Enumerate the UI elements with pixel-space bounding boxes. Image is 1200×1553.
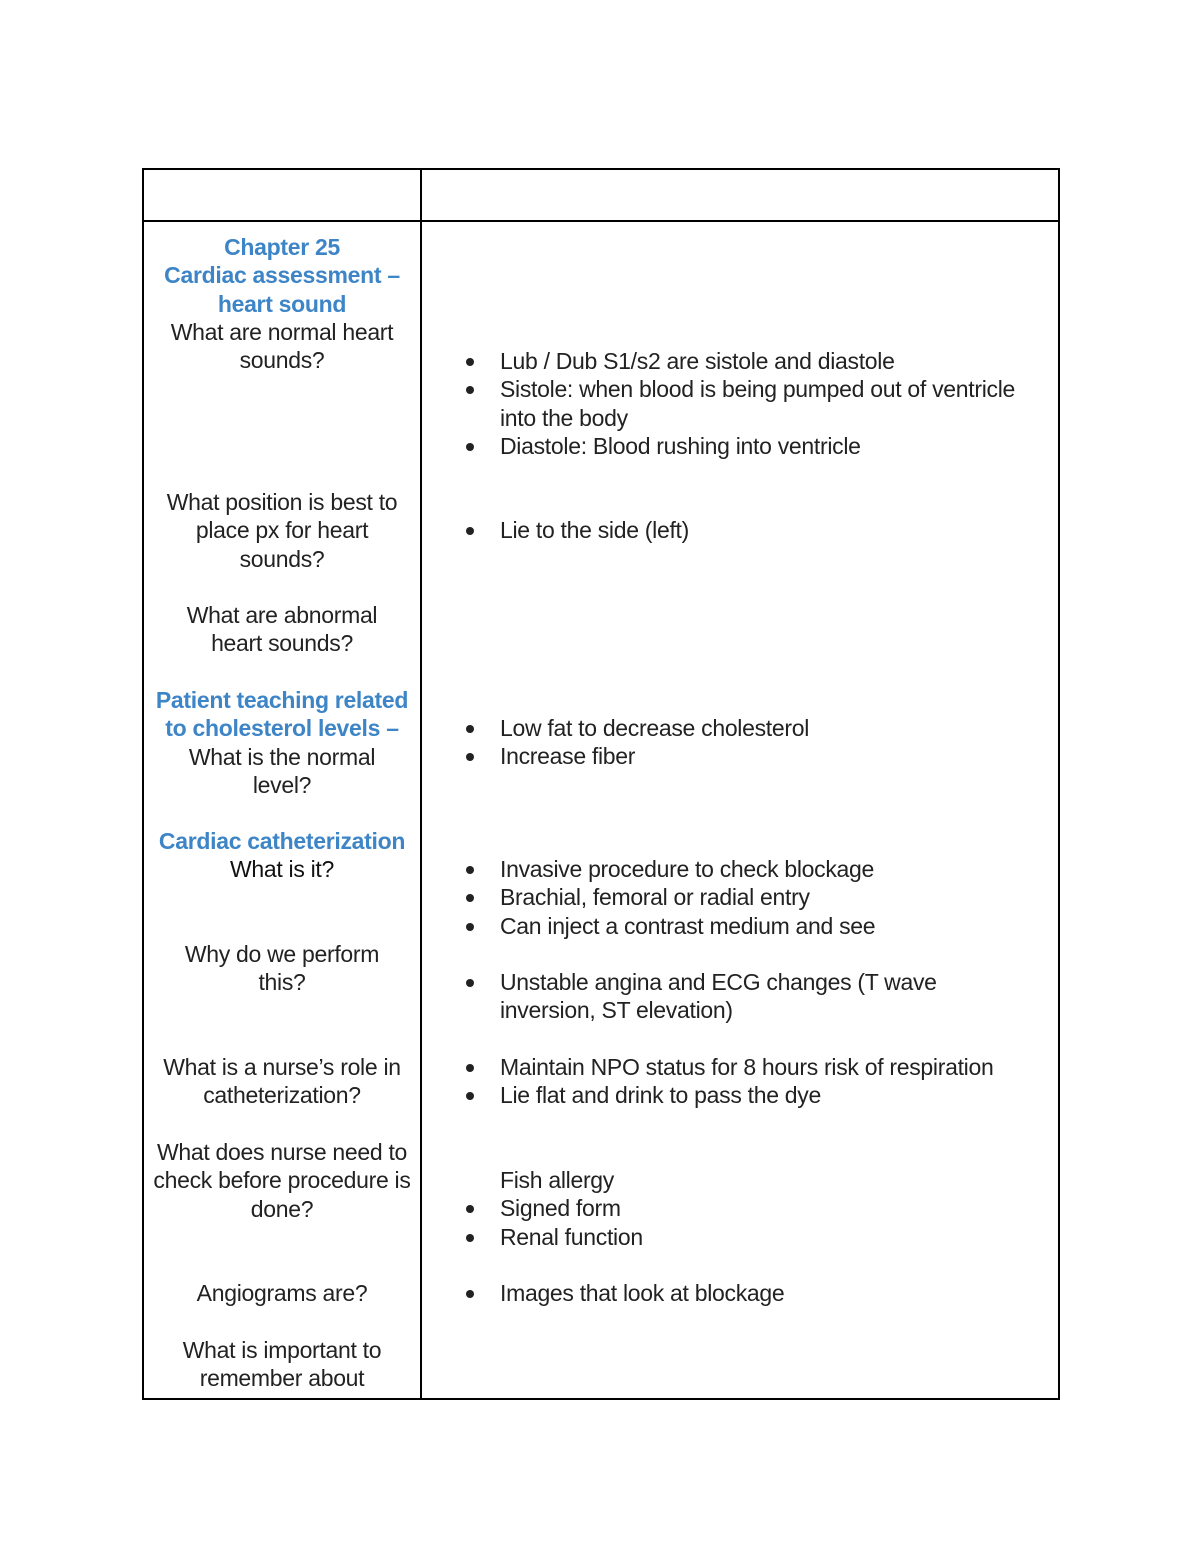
section-cardiac-assessment bbox=[144, 233, 420, 374]
list-item: Signed form bbox=[464, 1194, 1024, 1222]
list-item: Maintain NPO status for 8 hours risk of respiration bbox=[464, 1053, 1024, 1081]
header-divider bbox=[144, 220, 1058, 222]
question-position: What position is best to place px for heart sounds? bbox=[166, 489, 398, 572]
notes-table bbox=[142, 168, 1060, 1400]
list-item: Increase fiber bbox=[464, 742, 1024, 770]
list-item: Brachial, femoral or radial entry bbox=[464, 883, 1024, 911]
column-divider bbox=[420, 170, 422, 1398]
answer-list-check-before bbox=[464, 1166, 1024, 1251]
answer-list-normal-sounds bbox=[464, 347, 1024, 460]
answer-list-position bbox=[464, 516, 1024, 544]
list-item: Low fat to decrease cholesterol bbox=[464, 714, 1024, 742]
list-item: Lie flat and drink to pass the dye bbox=[464, 1081, 1024, 1109]
list-item: Lie to the side (left) bbox=[464, 516, 1024, 544]
section-catheterization bbox=[144, 827, 420, 884]
answer-list-what-is-it bbox=[464, 855, 1024, 940]
answer-list-cholesterol bbox=[464, 714, 1024, 771]
chapter-title: Chapter 25 bbox=[224, 234, 340, 260]
list-item: Invasive procedure to check blockage bbox=[464, 855, 1024, 883]
list-item: Fish allergy bbox=[500, 1167, 614, 1193]
section-title-line1: Cardiac assessment – bbox=[164, 262, 400, 289]
section-title-catheterization: Cardiac catheterization bbox=[158, 828, 406, 854]
question-normal-heart-sounds: What are normal heart sounds? bbox=[170, 318, 394, 374]
list-item: Unstable angina and ECG changes (T wave inversion, ST elevation) bbox=[464, 968, 1024, 1025]
answer-list-nurse-role bbox=[464, 1053, 1024, 1110]
section-title-cholesterol: Patient teaching related to cholesterol levels – bbox=[155, 687, 409, 742]
question-what-is-it: What is it? bbox=[229, 856, 335, 883]
list-item: Images that look at blockage bbox=[464, 1279, 1024, 1307]
list-item: Renal function bbox=[464, 1223, 1024, 1251]
question-important-remember: What is important to remember about bbox=[182, 1337, 382, 1392]
list-item: Can inject a contrast medium and see bbox=[464, 912, 1024, 940]
list-item: Diastole: Blood rushing into ventricle bbox=[464, 432, 1024, 460]
section-title-line2: heart sound bbox=[217, 290, 347, 317]
question-why-perform: Why do we perform this? bbox=[184, 941, 380, 996]
question-nurse-role: What is a nurse’s role in catheterization? bbox=[163, 1054, 401, 1109]
section-cholesterol bbox=[144, 686, 420, 799]
question-normal-level: What is the normal level? bbox=[188, 743, 376, 798]
answer-list-why-perform bbox=[464, 968, 1024, 1025]
answer-list-angiograms bbox=[464, 1279, 1024, 1307]
question-check-before: What does nurse need to check before procedure is done? bbox=[153, 1139, 411, 1222]
list-item: Lub / Dub S1/s2 are sistole and diastole bbox=[464, 347, 1024, 375]
question-angiograms: Angiograms are? bbox=[196, 1280, 368, 1306]
list-item: Sistole: when blood is being pumped out of ventricle into the body bbox=[464, 375, 1024, 432]
question-abnormal-heart-sounds: What are abnormal heart sounds? bbox=[186, 602, 378, 657]
